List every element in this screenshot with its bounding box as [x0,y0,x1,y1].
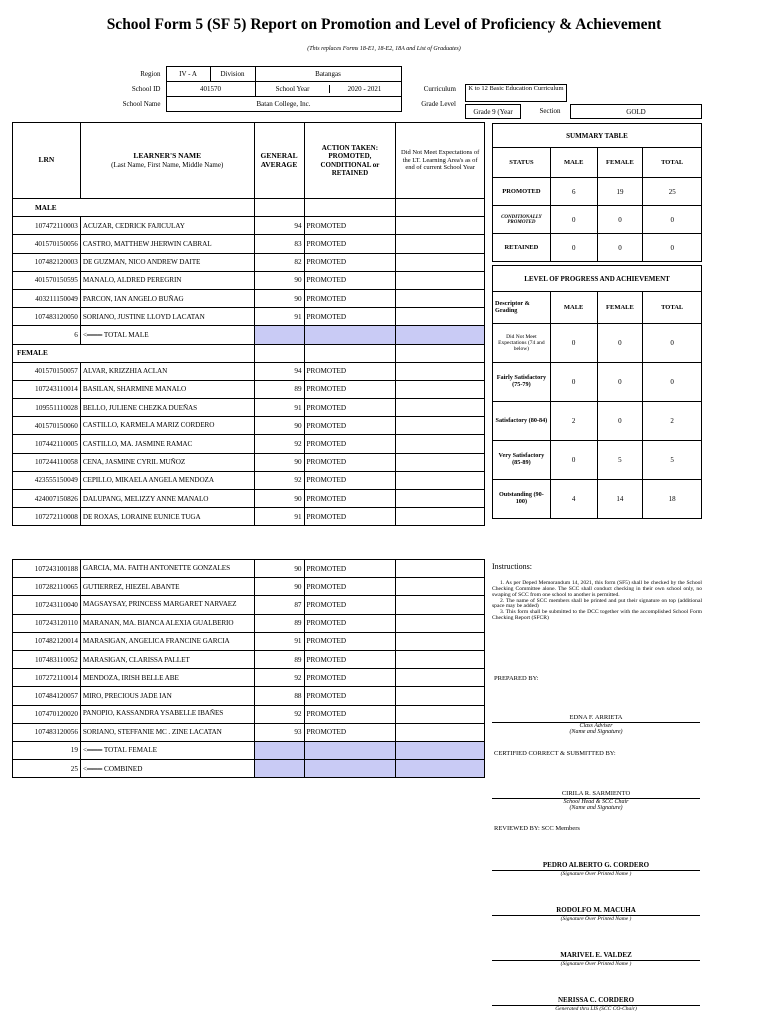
progress-row [493,324,702,363]
learner-lrn: 107243110040 [13,596,81,614]
learner-lrn: 401570150057 [13,362,81,380]
learner-row [13,453,485,471]
learner-average: 89 [254,614,304,632]
learner-name: PARCON, IAN ANGELO BUÑAG [80,289,254,307]
instruction-3: 3. This form shall be submitted to the DCC together with the accomplished School Form Checking Report (SFCR) [492,609,702,622]
learner-average: 92 [254,471,304,489]
learner-average: 92 [254,669,304,687]
learner-action: PROMOTED [304,235,396,253]
progress-h-total: TOTAL [643,292,702,324]
progress-descriptor: Fairly Satisfactory (75-79) [493,363,551,402]
progress-total: 0 [643,363,702,402]
learner-action: PROMOTED [304,253,396,271]
learner-action: PROMOTED [304,289,396,307]
progress-female: 0 [597,402,643,441]
learner-did-not-meet [396,723,485,741]
progress-h-female: FEMALE [597,292,643,324]
head-signature [492,790,700,811]
learner-row [13,435,485,453]
member-signature-4: NERISSA C. CORDERO Generated thru LIS (SCC CO-Chair) [492,996,700,1012]
form-title: School Form 5 (SF 5) Report on Promotion and Level of Proficiency & Achievement [106,16,662,33]
learner-row [13,380,485,398]
school-id-label: School ID [131,85,161,93]
learner-row [13,669,485,687]
learner-row [13,632,485,650]
learner-lrn: 107243120110 [13,614,81,632]
learner-name: CASTILLO, KARMELA MARIZ CORDERO [80,417,254,435]
learner-name: CASTRO, MATTHEW JHERWIN CABRAL [80,235,254,253]
learner-name: MARASIGAN, ANGELICA FRANCINE GARCIA [80,632,254,650]
learner-did-not-meet [396,508,485,526]
progress-male: 0 [550,441,597,480]
learner-lrn: 107472110003 [13,217,81,235]
learner-did-not-meet [396,560,485,578]
learner-name: DE GUZMAN, NICO ANDREW DAITE [80,253,254,271]
member-signature-3: MARIVEL E. VALDEZ (Signature Over Printed Name ) [492,951,700,967]
learner-lrn: 107470120020 [13,705,81,723]
progress-descriptor: Satisfactory (80-84) [493,402,551,441]
learner-row [13,650,485,668]
learner-name: BASILAN, SHARMINE MANALO [80,380,254,398]
learner-row [13,578,485,596]
learner-lrn: 107484120057 [13,687,81,705]
learner-row [13,705,485,723]
learner-table [12,122,485,526]
learner-average: 94 [254,217,304,235]
learner-average: 90 [254,453,304,471]
grade-level-label: Grade Level [421,100,456,108]
learner-did-not-meet [396,578,485,596]
learner-name: GUTIERREZ, HIEZEL ABANTE [80,578,254,596]
learner-lrn: 107442110005 [13,435,81,453]
progress-title: LEVEL OF PROGRESS AND ACHIEVEMENT [493,266,702,292]
adviser-role: Class Adviser [579,723,613,729]
section-value: GOLD [570,104,702,119]
learner-name: MARASIGAN, CLARISSA PALLET [80,650,254,668]
summary-female: 19 [597,178,643,206]
learner-action: PROMOTED [304,596,396,614]
learner-did-not-meet [396,217,485,235]
learner-did-not-meet [396,417,485,435]
learner-did-not-meet [396,632,485,650]
learner-did-not-meet [396,289,485,307]
learner-name: MARANAN, MA. BIANCA ALEXIA GUALBERIO [80,614,254,632]
division-value: Batangas [255,67,401,82]
learner-row [13,289,485,307]
school-name-label: School Name [122,100,161,108]
school-year-value: 2020 - 2021 [347,85,382,93]
progress-table [492,265,702,519]
learner-did-not-meet [396,380,485,398]
learner-action: PROMOTED [304,453,396,471]
learner-action: PROMOTED [304,578,396,596]
progress-total: 18 [643,480,702,519]
learner-row [13,217,485,235]
summary-h-female: FEMALE [597,148,643,178]
learner-name: ACUZAR, CEDRICK FAJICULAY [80,217,254,235]
learner-row [13,596,485,614]
learner-lrn: 401570150595 [13,271,81,289]
summary-title: SUMMARY TABLE [493,124,702,148]
learner-name: MAGSAYSAY, PRINCESS MARGARET NARVAEZ [80,596,254,614]
progress-total: 0 [643,324,702,363]
learner-average: 91 [254,632,304,650]
learner-lrn: 107483120050 [13,308,81,326]
learner-did-not-meet [396,596,485,614]
learner-lrn: 107282110065 [13,578,81,596]
col-did-not-meet: Did Not Meet Expectations of the LT. Learning Area's as of end of current School Year [396,123,485,199]
learner-lrn: 107482120014 [13,632,81,650]
learner-name: GARCIA, MA. FAITH ANTONETTE GONZALES [80,560,254,578]
learner-average: 90 [254,289,304,307]
summary-female: 0 [597,234,643,262]
learner-did-not-meet [396,669,485,687]
learner-lrn: 107272110008 [13,508,81,526]
learner-lrn: 107483120056 [13,723,81,741]
progress-female: 0 [597,324,643,363]
progress-total: 5 [643,441,702,480]
summary-total: 25 [643,178,702,206]
learner-did-not-meet [396,614,485,632]
section-label: Section [539,107,561,115]
female-section-label: FEMALE [13,344,255,362]
summary-row [493,206,702,234]
learner-action: PROMOTED [304,380,396,398]
summary-row [493,178,702,206]
progress-descriptor: Outstanding (90-100) [493,480,551,519]
curriculum-label: Curriculum [423,85,456,93]
learner-average: 92 [254,705,304,723]
progress-h-male: MALE [550,292,597,324]
school-name-value: Batan College, Inc. [166,97,401,112]
learner-action: PROMOTED [304,271,396,289]
learner-average: 93 [254,723,304,741]
learner-average: 90 [254,560,304,578]
learner-action: PROMOTED [304,508,396,526]
learner-average: 91 [254,399,304,417]
learner-average: 91 [254,308,304,326]
learner-name: DE ROXAS, LORAINE EUNICE TUGA [80,508,254,526]
learner-action: PROMOTED [304,435,396,453]
learner-average: 88 [254,687,304,705]
learner-did-not-meet [396,308,485,326]
summary-total: 0 [643,206,702,234]
learner-table-continued [12,559,485,778]
col-lrn: LRN [13,123,81,199]
learner-lrn: 107483110052 [13,650,81,668]
learner-average: 90 [254,578,304,596]
learner-action: PROMOTED [304,687,396,705]
progress-row [493,480,702,519]
learner-row [13,614,485,632]
head-sub: (Name and Signature) [569,805,623,811]
learner-action: PROMOTED [304,705,396,723]
summary-h-male: MALE [550,148,597,178]
progress-female: 0 [597,363,643,402]
learner-row [13,235,485,253]
learner-lrn: 107243100188 [13,560,81,578]
learner-row [13,687,485,705]
learner-average: 90 [254,417,304,435]
male-section-label: MALE [13,199,255,217]
learner-did-not-meet [396,271,485,289]
summary-row [493,234,702,262]
learner-did-not-meet [396,490,485,508]
progress-h-desc: Descriptor & Grading [493,292,551,324]
learner-did-not-meet [396,399,485,417]
total-male-label: <═══ TOTAL MALE [80,326,254,344]
progress-total: 2 [643,402,702,441]
col-general-average: GENERAL AVERAGE [254,123,304,199]
instructions-heading: Instructions: [492,562,532,571]
learner-action: PROMOTED [304,490,396,508]
learner-row [13,560,485,578]
prepared-by-label: PREPARED BY: [494,675,539,682]
learner-action: PROMOTED [304,669,396,687]
col-action-taken: ACTION TAKEN: PROMOTED, CONDITIONAL or RETAINED [304,123,396,199]
learner-average: 83 [254,235,304,253]
school-id-value: 401570 [166,82,255,97]
learner-action: PROMOTED [304,417,396,435]
learner-action: PROMOTED [304,399,396,417]
grade-level-value: Grade 9 (Year [465,104,521,119]
learner-name: MANALO, ALDRED PEREGRIN [80,271,254,289]
progress-male: 2 [550,402,597,441]
progress-descriptor: Very Satisfactory (85-89) [493,441,551,480]
learner-row [13,508,485,526]
total-male-count: 6 [13,326,81,344]
learner-action: PROMOTED [304,632,396,650]
learner-action: PROMOTED [304,723,396,741]
summary-status: RETAINED [493,234,551,262]
summary-male: 6 [550,178,597,206]
learner-lrn: 423555150049 [13,471,81,489]
learner-name: BELLO, JULIENE CHEZKA DUEÑAS [80,399,254,417]
learner-did-not-meet [396,453,485,471]
adviser-sub: (Name and Signature) [569,729,623,735]
learner-did-not-meet [396,435,485,453]
learner-row [13,417,485,435]
learner-name: SORIANO, JUSTINE LLOYD LACATAN [80,308,254,326]
school-year-label: School Year [257,85,330,93]
certified-label: CERTIFIED CORRECT & SUBMITTED BY: [494,750,616,757]
instructions [492,562,702,622]
learner-lrn: 401570150056 [13,235,81,253]
instruction-1: 1. As per Deped Memorandum 14, 2021, this form (SF5) shall be checked by the School Checking Committee alone. The SCC shall conduct checking in their own school only, no swaping of SCC from one school to another is permitted. [492,580,702,598]
learner-average: 82 [254,253,304,271]
learner-row [13,471,485,489]
learner-did-not-meet [396,705,485,723]
learner-average: 89 [254,380,304,398]
summary-status: CONDITIONALLY PROMOTED [493,206,551,234]
head-role: School Head & SCC Chair [563,799,629,805]
learner-average: 89 [254,650,304,668]
learner-lrn: 109551110028 [13,399,81,417]
total-female-label: <═══ TOTAL FEMALE [80,741,254,759]
learner-lrn: 403211150049 [13,289,81,307]
learner-name: DALUPANG, MELIZZY ANNE MANALO [80,490,254,508]
learner-row [13,490,485,508]
learner-lrn: 107272110014 [13,669,81,687]
region-value: IV - A [166,67,210,82]
learner-action: PROMOTED [304,471,396,489]
learner-row [13,362,485,380]
form-subtitle: (This replaces Forms 18-E1, 18-E2, 18A and List of Graduates) [307,46,461,52]
summary-status: PROMOTED [493,178,551,206]
learner-action: PROMOTED [304,560,396,578]
learner-name: CEPILLO, MIKAELA ANGELA MENDOZA [80,471,254,489]
learner-did-not-meet [396,253,485,271]
learner-action: PROMOTED [304,614,396,632]
learner-name: CASTILLO, MA. JASMINE RAMAC [80,435,254,453]
learner-did-not-meet [396,235,485,253]
instruction-2: 2. The name of SCC members shall be printed and put their signature on top (additional space may be added) [492,597,702,610]
region-label: Region [140,70,161,78]
learner-action: PROMOTED [304,308,396,326]
progress-row [493,363,702,402]
reviewed-label: REVIEWED BY: SCC Members [494,825,580,832]
learner-row [13,253,485,271]
learner-action: PROMOTED [304,650,396,668]
progress-male: 4 [550,480,597,519]
learner-action: PROMOTED [304,362,396,380]
summary-female: 0 [597,206,643,234]
progress-female: 5 [597,441,643,480]
learner-row [13,271,485,289]
summary-male: 0 [550,234,597,262]
member-signature-1: PEDRO ALBERTO G. CORDERO (Signature Over Printed Name ) [492,861,700,877]
adviser-signature [492,714,700,735]
curriculum-value: K to 12 Basic Education Curriculum [465,84,567,102]
learner-lrn: 424007150826 [13,490,81,508]
member-signature-2: RODOLFO M. MACUHA (Signature Over Printed Name ) [492,906,700,922]
summary-table [492,123,702,262]
learner-did-not-meet [396,650,485,668]
learner-lrn: 107482120003 [13,253,81,271]
learner-action: PROMOTED [304,217,396,235]
learner-row [13,308,485,326]
division-label: Division [210,67,255,82]
learner-lrn: 401570150060 [13,417,81,435]
learner-name: CENA, JASMINE CYRIL MUÑOZ [80,453,254,471]
learner-lrn: 107243110014 [13,380,81,398]
summary-h-status: STATUS [493,148,551,178]
learner-name: PANOPIO, KASSANDRA YSABELLE IBAÑES [80,705,254,723]
learner-average: 90 [254,490,304,508]
learner-name: MIRO, PRECIOUS JADE IAN [80,687,254,705]
learner-name: MENDOZA, IRISH BELLE ABE [80,669,254,687]
header-table [80,66,461,112]
col-name: LEARNER'S NAME (Last Name, First Name, Middle Name) [80,123,254,199]
learner-did-not-meet [396,687,485,705]
summary-male: 0 [550,206,597,234]
learner-row [13,723,485,741]
progress-male: 0 [550,363,597,402]
progress-female: 14 [597,480,643,519]
learner-did-not-meet [396,362,485,380]
total-female-count: 19 [13,741,81,759]
progress-descriptor: Did Not Meet Expectations (74 and below) [493,324,551,363]
learner-name: SORIANO, STEFFANIE MC . ZINE LACATAN [80,723,254,741]
head-name: CIRILA R. SARMIENTO [492,790,700,799]
summary-total: 0 [643,234,702,262]
learner-did-not-meet [396,471,485,489]
learner-average: 94 [254,362,304,380]
learner-average: 90 [254,271,304,289]
summary-h-total: TOTAL [643,148,702,178]
learner-name: ALVAR, KRIZZHIA ACLAN [80,362,254,380]
learner-average: 87 [254,596,304,614]
learner-average: 92 [254,435,304,453]
progress-row [493,402,702,441]
learner-lrn: 107244110058 [13,453,81,471]
learner-average: 91 [254,508,304,526]
progress-row [493,441,702,480]
adviser-name: EDNA F. ARRIETA [492,714,700,723]
learner-row [13,399,485,417]
progress-male: 0 [550,324,597,363]
combined-label: <═══ COMBINED [80,760,254,778]
combined-count: 25 [13,760,81,778]
